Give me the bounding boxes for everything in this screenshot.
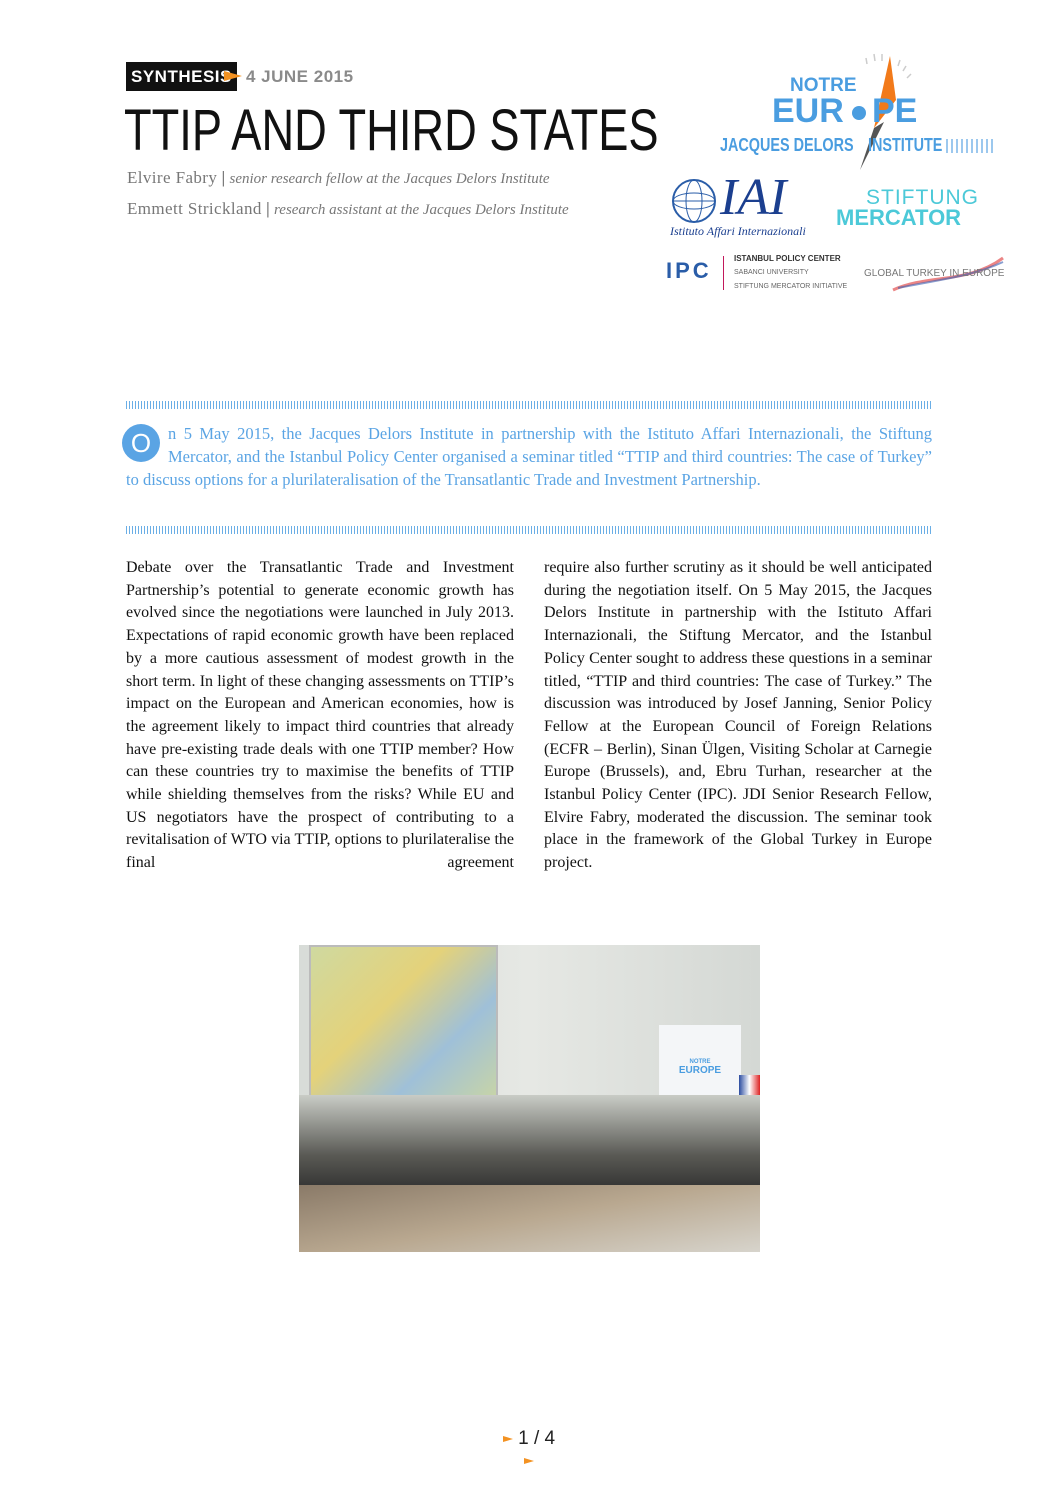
global-turkey-text: GLOBAL TURKEY IN EUROPE (864, 268, 1005, 279)
partner-logos (668, 50, 1008, 300)
europe-left-text: EUR (772, 92, 844, 130)
iai-globe-icon (670, 177, 718, 225)
author-line (127, 168, 550, 188)
body-column-1: Debate over the Transatlantic Trade and Investment Partnership’s potential to generate economic growth has evolved since the negotiations were launched in July 2013. Expectations of rapid economic growth have been replaced by a more cautious assessment of modest growth in the short term. In light of these changing assessments on TTIP’s impact on the European and American economies, how is the agreement likely to impact third countries that already have pre-existing trade deals with one TTIP member? How can these countries try to maximise the benefits of TTIP while shielding themselves from the risks? While EU and US negotiators have the prospect of contributing to a revitalisation of WTO via TTIP, options to plurilateralise the final agreement (126, 559, 514, 872)
ipc-divider (723, 256, 724, 290)
conference-table (299, 1185, 760, 1252)
banner-notre: NOTRE (689, 1059, 711, 1065)
europe-map (309, 945, 498, 1099)
publication-date: 4 JUNE 2015 (246, 67, 354, 86)
jdi-left-text: JACQUES DELORS (720, 135, 854, 155)
arrow-icon (224, 71, 242, 81)
divider-bottom (126, 526, 933, 534)
author-name: Emmett Strickland (127, 199, 262, 218)
page-title: TTIP AND THIRD STATES (124, 98, 659, 163)
divider-top (126, 401, 933, 409)
iai-subtitle: Istituto Affari Internazionali (670, 224, 806, 238)
document-type-badge: SYNTHESIS (126, 62, 237, 91)
ipc-line: STIFTUNG MERCATOR INITIATIVE (734, 283, 848, 290)
panelists (299, 1095, 760, 1195)
author-separator: | (221, 168, 226, 187)
author-role: research assistant at the Jacques Delors Institute (274, 202, 569, 218)
europe-right-text: PE (872, 92, 918, 130)
jdi-bars-decoration (946, 139, 994, 153)
mercator-text: MERCATOR (836, 205, 962, 230)
arrow-right-icon (524, 1458, 534, 1464)
iai-logo-text: IAI (720, 169, 787, 226)
stiftung-text: STIFTUNG (866, 186, 979, 209)
author-role: senior research fellow at the Jacques Delors Institute (229, 171, 550, 187)
author-name: Elvire Fabry (127, 168, 218, 187)
europe-dot-icon (852, 106, 866, 120)
seminar-photo (299, 945, 760, 1252)
ipc-line: SABANCI UNIVERSITY (734, 269, 809, 276)
banner-europe: EUROPE (678, 1065, 722, 1076)
intro-paragraph (126, 422, 932, 491)
dropcap: O (122, 424, 160, 462)
author-separator: | (266, 199, 270, 218)
body-column-2: require also further scrutiny as it should be well anticipated during the negotiation itself. On 5 May 2015, the Jacques Delors Institute in partnership with the Istituto Affari Internazionali, the Stiftung Mercator, and the Istanbul Policy Center sought to address these questions in a seminar titled, “TTIP and third countries: The case of Turkey.” The discussion was introduced by Josef Janning, Senior Policy Fellow at the European Council of Foreign Relations (ECFR – Berlin), Sinan Ülgen, Visiting Scholar at Carnegie Europe (Brussels), and, Ebru Turhan, researcher at the Istanbul Policy Center (IPC). JDI Senior Research Fellow, Elvire Fabry, moderated the discussion. The seminar took place in the framework of the Global Turkey in Europe project. (544, 559, 932, 872)
notre-text: NOTRE (790, 75, 857, 96)
ipc-line: ISTANBUL POLICY CENTER (734, 254, 841, 263)
intro-text: n 5 May 2015, the Jacques Delors Institute in partnership with the Istituto Affari Internazionali, the Stiftung Mercator, and the Istanbul Policy Center organised a seminar titled “TTIP and third countries: The case of Turkey” to discuss options for a plurilateralisation of the Transatlantic Trade and Investment Partnership. (126, 424, 932, 489)
author-line (127, 199, 569, 219)
ipc-logo-text: IPC (666, 258, 712, 283)
page-number-text: 1 / 4 (518, 1428, 556, 1449)
arrow-left-icon (503, 1436, 513, 1442)
jdi-right-text: INSTITUTE (868, 135, 943, 155)
page-number (500, 1428, 558, 1472)
